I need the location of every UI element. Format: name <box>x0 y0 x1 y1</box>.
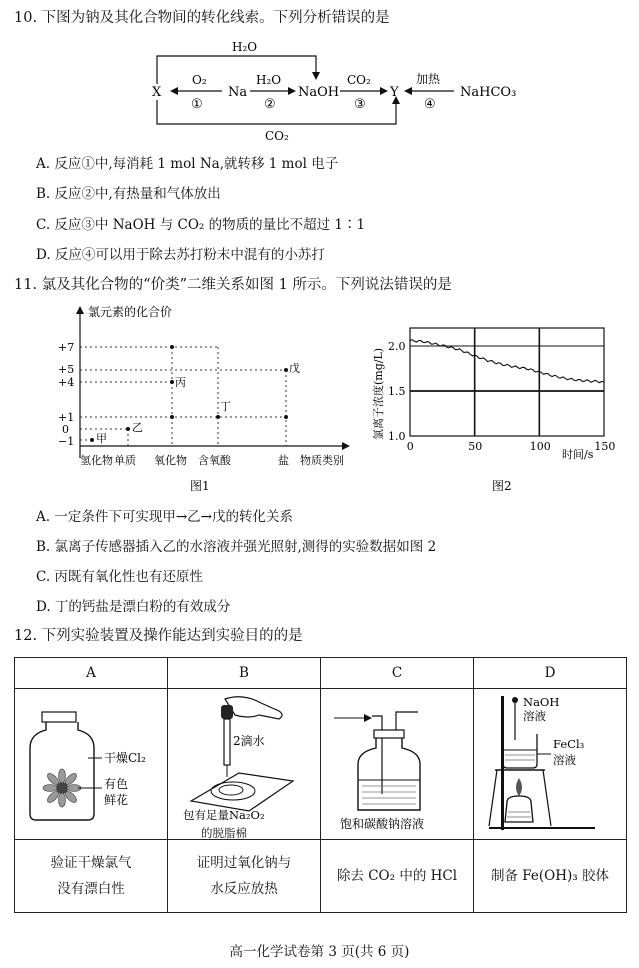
fig2-grid <box>410 328 604 436</box>
flame-icon <box>516 778 522 796</box>
inlet-tube <box>372 716 382 794</box>
label-cotton-na2o2: 包有足量Na₂O₂ <box>183 808 265 822</box>
q11-option-d[interactable]: D. 丁的钙盐是漂白粉的有效成分 <box>36 599 231 615</box>
apparatus-a-drawing <box>16 692 166 832</box>
fig1-xtick-hydride: 氢化物 <box>80 454 113 467</box>
label-fecl3: FeCl₃ <box>553 737 585 751</box>
washing-bottle <box>358 738 420 810</box>
arrow-2-number: ② <box>264 97 276 112</box>
label-cotton-line2: 的脱脂棉 <box>201 826 247 840</box>
arrow-1-o2: O₂ <box>192 73 207 87</box>
fig1-point-ding <box>216 415 220 419</box>
q11-option-b[interactable]: B. 氯离子传感器插入乙的水溶液并强光照射,测得的实验数据如图 2 <box>36 539 437 555</box>
bottle-stopper <box>374 730 404 738</box>
q11-option-c[interactable]: C. 丙既有氧化性也有还原性 <box>36 569 203 585</box>
fig1-point-oxide-1 <box>170 415 174 419</box>
fig1-label-jia: 甲 <box>96 432 107 445</box>
purpose-c <box>321 840 474 913</box>
species-na: Na <box>228 85 248 100</box>
arrow-4-number: ④ <box>424 97 436 112</box>
fig1-ytick-1: +1 <box>58 411 75 424</box>
fig2-ytick-1.0: 1.0 <box>388 430 406 443</box>
q10-option-b[interactable]: B. 反应②中,有热量和气体放出 <box>36 186 221 202</box>
purpose-a-line1: 验证干燥氯气 <box>50 855 132 871</box>
arrow-4-head <box>404 87 412 95</box>
label-naoh-solution: 溶液 <box>523 709 546 723</box>
q10-option-c[interactable]: C. 反应③中 NaOH 与 CO₂ 的物质的量比不超过 1∶1 <box>36 217 366 233</box>
fig1-point-oxide-7 <box>170 345 174 349</box>
fig1-point-wu <box>284 368 288 372</box>
arrow-3-co2: CO₂ <box>347 73 371 87</box>
fig1-point-yi <box>126 427 130 431</box>
apparatus-c <box>321 689 474 840</box>
species-naoh: NaOH <box>298 85 340 100</box>
dropper-tube <box>224 719 230 765</box>
label-dry-cl2: 干燥Cl₂ <box>104 751 146 765</box>
fig1-x-label: 物质类别 <box>300 454 344 467</box>
jar-stopper <box>42 712 76 722</box>
fig1-x-arrowhead <box>342 442 350 450</box>
q12-experiment-table <box>14 657 627 913</box>
label-2-drops-water: 2滴水 <box>233 734 265 748</box>
liquid-hatch <box>362 786 416 804</box>
beaker <box>503 734 537 768</box>
col-header-a[interactable]: A <box>15 658 168 689</box>
col-header-b[interactable]: B <box>168 658 321 689</box>
fig2-xtick-0: 0 <box>406 440 414 453</box>
arrow-2-h2o: H₂O <box>256 73 282 87</box>
lamp-hatch <box>507 812 531 817</box>
label-sat-na2co3: 饱和碳酸钠溶液 <box>340 817 425 831</box>
species-y: Y <box>390 85 399 100</box>
fig2-xtick-100: 100 <box>529 440 551 453</box>
col-header-c[interactable]: C <box>321 658 474 689</box>
species-nahco3: NaHCO₃ <box>460 85 517 100</box>
label-colored: 有色 <box>104 777 129 791</box>
top-h2o-label: H₂O <box>232 40 258 54</box>
tripod-leg-left <box>489 770 497 826</box>
q10-option-a[interactable]: A. 反应①中,每消耗 1 mol Na,就转移 1 mol 电子 <box>36 156 339 172</box>
purpose-b-line1: 证明过氧化钠与 <box>196 855 292 871</box>
q10-option-d[interactable]: D. 反应④可以用于除去苏打粉末中混有的小苏打 <box>36 247 325 263</box>
apparatus-c-drawing <box>322 692 472 832</box>
fig2-xtick-50: 50 <box>468 440 483 453</box>
q10-stem: 10. 下图为钠及其化合物间的转化线索。下列分析错误的是 <box>14 10 390 26</box>
flower-icon <box>43 769 81 807</box>
label-fecl3-solution: 溶液 <box>553 753 576 767</box>
figure-2-chloride-chart <box>366 316 628 498</box>
dropper-bulb-d <box>512 697 518 703</box>
apparatus-a <box>15 689 168 840</box>
purpose-c-line1: 除去 CO₂ 中的 HCl <box>336 868 458 884</box>
alcohol-lamp <box>505 796 533 822</box>
fig2-xtick-150: 150 <box>594 440 616 453</box>
label-naoh: NaOH <box>523 695 560 709</box>
arrow-2-head <box>288 87 296 95</box>
fig1-ytick-4: +4 <box>58 376 75 389</box>
fig1-ytick-0: 0 <box>62 423 69 436</box>
fig1-point-salt-1 <box>284 415 288 419</box>
col-header-d[interactable]: D <box>474 658 627 689</box>
apparatus-d <box>474 689 627 840</box>
purpose-d-line1: 制备 Fe(OH)₃ 胶体 <box>491 868 609 884</box>
arrow-3-head <box>380 87 388 95</box>
species-x: X <box>152 85 162 100</box>
gas-in-arrowhead <box>364 714 372 722</box>
figure-1-valence-class-chart <box>58 300 358 498</box>
fig2-caption: 图2 <box>492 479 512 493</box>
purpose-a-line2: 没有漂白性 <box>57 881 125 897</box>
fig2-x-label: 时间/s <box>562 448 594 461</box>
arrow-3-number: ③ <box>354 97 366 112</box>
fig1-ytick-neg1: −1 <box>58 435 75 448</box>
arrow-1-number: ① <box>191 97 203 112</box>
q12-stem: 12. 下列实验装置及操作能达到实验目的的是 <box>14 628 303 644</box>
fig1-label-ding: 丁 <box>220 400 231 413</box>
fig2-y-label: 氯离子浓度(mg/L) <box>372 347 385 440</box>
hand-icon <box>225 697 282 719</box>
tripod-leg-right <box>543 770 551 826</box>
fig1-point-bing <box>170 380 174 384</box>
fig2-ytick-1.5: 1.5 <box>388 385 406 398</box>
purpose-b-line2: 水反应放热 <box>210 881 278 897</box>
fig1-guide-lines <box>80 347 286 446</box>
page-footer: 高一化学试卷第 3 页(共 6 页) <box>229 944 410 960</box>
purpose-b <box>168 840 321 913</box>
top-bracket-line <box>157 56 316 84</box>
fig1-ytick-7: +7 <box>58 341 75 354</box>
fig1-ytick-5: +5 <box>58 363 75 376</box>
fig1-label-bing: 丙 <box>175 376 186 389</box>
fig1-xtick-oxyacid: 含氧酸 <box>198 454 231 467</box>
outlet-tube <box>396 712 418 732</box>
fig1-xtick-oxide: 氧化物 <box>154 454 187 467</box>
fig1-caption: 图1 <box>190 479 210 493</box>
beaker-hatch <box>505 755 535 760</box>
purpose-a <box>15 840 168 913</box>
fig1-y-label: 氯元素的化合价 <box>88 305 173 319</box>
cotton-inner <box>219 785 243 795</box>
apparatus-d-drawing <box>475 692 625 832</box>
purpose-d <box>474 840 627 913</box>
fig1-point-jia <box>90 438 94 442</box>
dropper-bulb <box>221 705 233 719</box>
top-bracket-arrowhead <box>312 72 320 80</box>
fig1-xtick-element: 单质 <box>114 454 136 467</box>
fig1-y-arrowhead <box>76 306 84 314</box>
q10-conversion-diagram <box>140 34 530 142</box>
fig2-plot-frame <box>410 328 604 436</box>
apparatus-b <box>168 689 321 840</box>
fig1-xtick-salt: 盐 <box>278 454 289 467</box>
fig1-label-yi: 乙 <box>132 421 143 434</box>
fig2-ytick-2.0: 2.0 <box>388 340 406 353</box>
q11-option-a[interactable]: A. 一定条件下可实现甲→乙→戊的转化关系 <box>36 509 293 525</box>
arrow-1-head <box>170 87 178 95</box>
fig1-label-wu: 戊 <box>289 362 300 375</box>
arrow-4-heat: 加热 <box>416 72 441 86</box>
apparatus-b-drawing <box>169 689 319 829</box>
q11-stem: 11. 氯及其化合物的“价类”二维关系如图 1 所示。下列说法错误的是 <box>14 277 452 293</box>
bottom-co2-label: CO₂ <box>265 129 289 142</box>
label-flower: 鲜花 <box>104 793 129 807</box>
